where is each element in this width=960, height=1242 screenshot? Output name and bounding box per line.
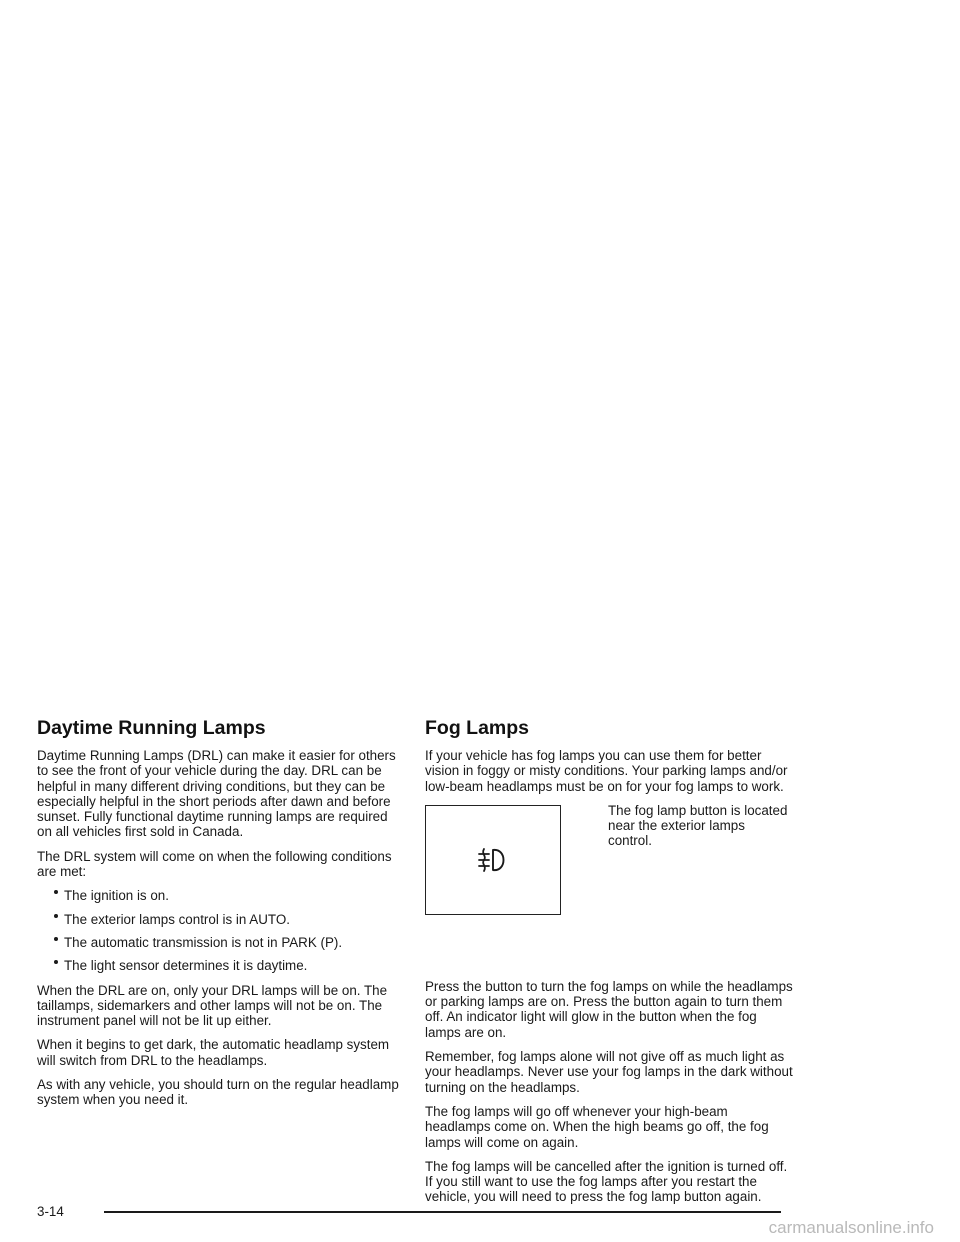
watermark-text: carmanualsonline.info (768, 1218, 934, 1237)
drl-heading: Daytime Running Lamps (37, 717, 266, 739)
list-item: The ignition is on. (54, 888, 402, 903)
drl-intro: Daytime Running Lamps (DRL) can make it easier for others to see the front of your vehicle during the day. DRL can be helpful in many different driving conditions, but they can be especially helpful in the short periods after dawn and before sunset. Fully functional daytime running lamps are required on all vehicles first sold in Canada. (37, 748, 396, 840)
fog-highbeam-paragraph: The fog lamps will go off whenever your high-beam headlamps come on. When the high beams go off, the fog lamps will come on again. (425, 1103, 769, 1150)
drl-section (37, 716, 402, 1117)
footer-rule (104, 1211, 781, 1213)
drl-conditions-list (37, 888, 402, 973)
fog-figure-caption: The fog lamp button is located near the exterior lamps control. (608, 802, 788, 849)
list-item: The exterior lamps control is in AUTO. (54, 912, 402, 927)
fog-section (425, 716, 795, 1214)
fog-cancel-paragraph: The fog lamps will be cancelled after the ignition is turned off. If you still want to use the fog lamps after you restart the vehicle, you will need to press the fog lamp button again. (425, 1158, 788, 1205)
fog-heading: Fog Lamps (425, 717, 530, 739)
list-item: The automatic transmission is not in PARK (P). (54, 935, 402, 950)
drl-regular-paragraph: As with any vehicle, you should turn on the regular headlamp system when you need it. (37, 1077, 399, 1108)
fog-lamp-button-figure (425, 805, 561, 915)
fog-press-paragraph: Press the button to turn the fog lamps on while the headlamps or parking lamps are on. Press the button again to turn them off. An indicator light will glow in the button when the fog lamps are on. (425, 978, 793, 1040)
drl-conditions-intro: The DRL system will come on when the following conditions are met: (37, 848, 392, 880)
fog-remember-paragraph: Remember, fog lamps alone will not give off as much light as your headlamps. Never use your fog lamps in the dark without turning on the headlamps. (425, 1049, 793, 1095)
list-item: The light sensor determines it is daytime. (54, 958, 402, 973)
fog-lamp-icon (476, 845, 510, 875)
fog-figure-row (425, 803, 795, 979)
drl-on-paragraph: When the DRL are on, only your DRL lamps will be on. The taillamps, sidemarkers and other lamps will not be on. The instrument panel will not be lit up either. (37, 982, 388, 1029)
fog-intro: If your vehicle has fog lamps you can use them for better vision in foggy or misty conditions. Your parking lamps and/or low-beam headlamps must be on for your fog lamps to work. (425, 748, 788, 794)
drl-dark-paragraph: When it begins to get dark, the automatic headlamp system will switch from DRL to the headlamps. (37, 1037, 390, 1068)
page-number: 3-14 (37, 1204, 64, 1219)
